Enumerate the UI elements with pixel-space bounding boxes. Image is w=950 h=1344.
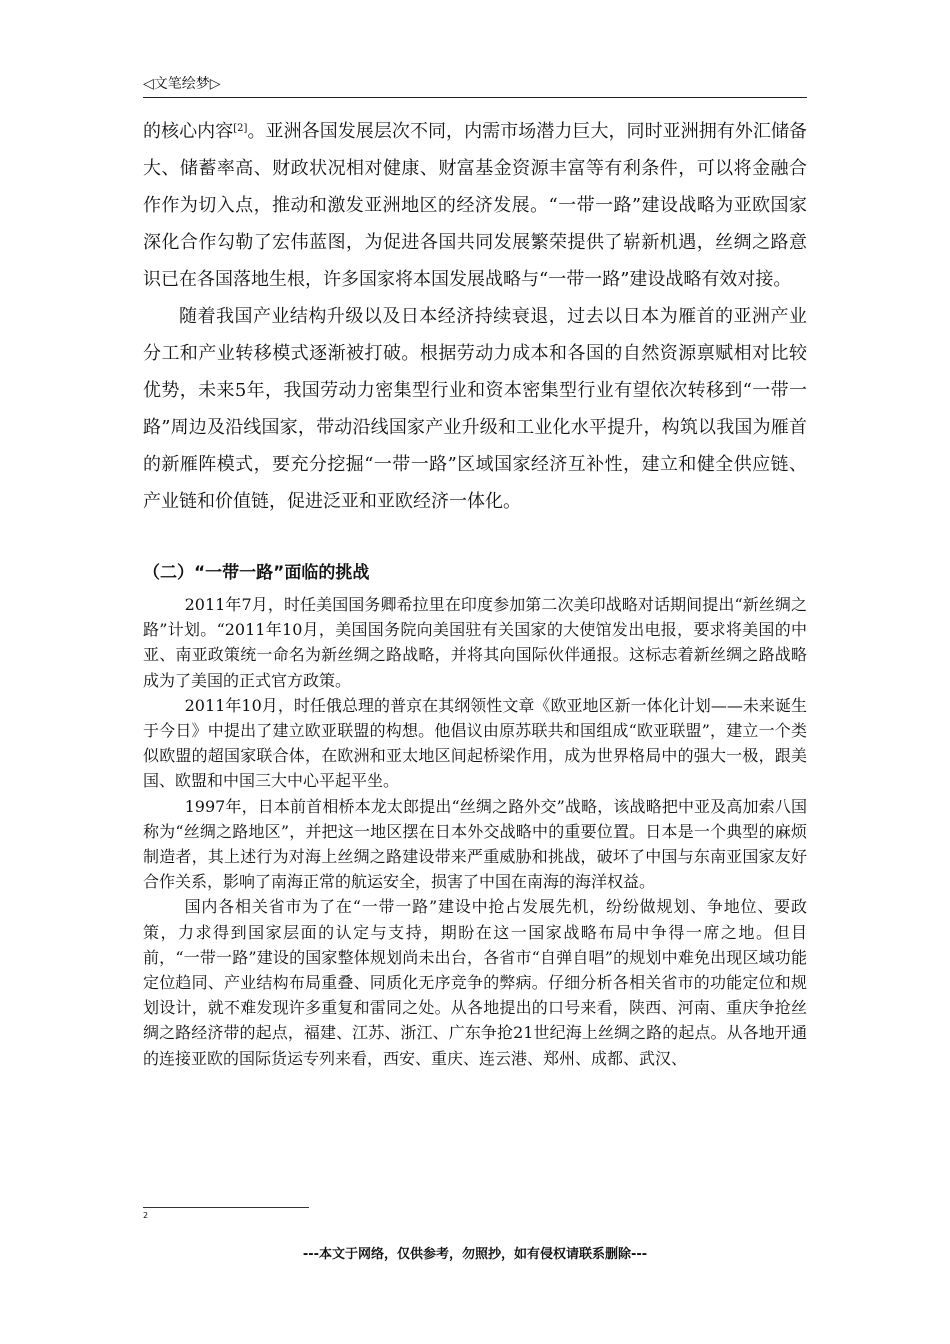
header-logo: ◁文笔绘梦▷ (143, 76, 221, 92)
body-section-1 (143, 110, 807, 520)
header-divider (143, 97, 807, 98)
page-header (143, 74, 807, 96)
reference-marker[interactable]: [2] (233, 123, 248, 134)
paragraph: 随着我国产业结构升级以及日本经济持续衰退，过去以日本为雁首的亚洲产业分工和产业转移模式逐渐被打破。根据劳动力成本和各国的自然资源禀赋相对比较优势，未来5年，我国劳动力密集型行业和资本密集型行业有望依次转移到“一带一路”周边及沿线国家，带动沿线国家产业升级和工业化水平提升，构筑以我国为雁首的新雁阵模式，要充分挖掘“一带一路”区域国家经济互补性，建立和健全供应链、产业链和价值链，促进泛亚和亚欧经济一体化。 (143, 306, 807, 512)
page-footer: ---本文于网络，仅供参考，勿照抄，如有侵权请联系删除--- (302, 1247, 648, 1262)
section-heading: （二）“一带一路”面临的挑战 (143, 563, 370, 583)
paragraph: 2011年10月，时任俄总理的普京在其纲领性文章《欧亚地区新一体化计划——未来诞生于今日》中提出了建立欧亚联盟的构想。他倡议由原苏联共和国组成“欧亚联盟”，建立一个类似欧盟的超国家联合体，在欧洲和亚太地区间起桥梁作用，成为世界格局中的强大一极，跟美国、欧盟和中国三大中心平起平坐。 (143, 695, 807, 791)
paragraph: 1997年，日本前首相桥本龙太郎提出“丝绸之路外交”战略，该战略把中亚及高加索八国称为“丝绸之路地区”，并把这一地区摆在日本外交战略中的重要位置。日本是一个典型的麻烦制造者，其上述行为对海上丝绸之路建设带来严重威胁和挑战，破坏了中国与东南亚国家友好合作关系，影响了南海正常的航运安全，损害了中国在南海的海洋权益。 (143, 796, 807, 892)
paragraph (143, 110, 807, 298)
paragraph-text: 。亚洲各国发展层次不同，内需市场潜力巨大，同时亚洲拥有外汇储备大、储蓄率高、财政状况相对健康、财富基金资源丰富等有利条件，可以将金融合作作为切入点，推动和激发亚洲地区的经济发展。“一带一路”建设战略为亚欧国家深化合作勾勒了宏伟蓝图，为促进各国共同发展繁荣提供了崭新机遇，丝绸之路意识已在各国落地生根，许多国家将本国发展战略与“一带一路”建设战略有效对接。 (143, 121, 808, 290)
footnote-divider (143, 1207, 309, 1208)
paragraph-text: 的核心内容 (143, 121, 234, 142)
paragraph: 国内各相关省市为了在“一带一路”建设中抢占发展先机，纷纷做规划、争地位、要政策，力求得到国家层面的认定与支持，期盼在这一国家战略布局中争得一席之地。但目前，“一带一路”建设的国家整体规划尚未出台，各省市“自弹自唱”的规划中难免出现区域功能定位趋同、产业结构布局重叠、同质化无序竞争的弊病。仔细分析各相关省市的功能定位和规划设计，就不难发现许多重复和雷同之处。从各地提出的口号来看，陕西、河南、重庆争抢丝绸之路经济带的起点，福建、江苏、浙江、广东争抢21世纪海上丝绸之路的起点。从各地开通的连接亚欧的国际货运专列来看，西安、重庆、连云港、郑州、成都、武汉、 (143, 897, 807, 1068)
footnote-number: 2 (143, 1211, 149, 1220)
paragraph: 2011年7月，时任美国国务卿希拉里在印度参加第二次美印战略对话期间提出“新丝绸之路”计划。“2011年10月，美国国务院向美国驻有关国家的大使馆发出电报，要求将美国的中亚、南亚政策统一命名为新丝绸之路战略，并将其向国际伙伴通报。这标志着新丝绸之路战略成为了美国的正式官方政策。 (143, 595, 807, 690)
body-section-2 (143, 592, 807, 1071)
